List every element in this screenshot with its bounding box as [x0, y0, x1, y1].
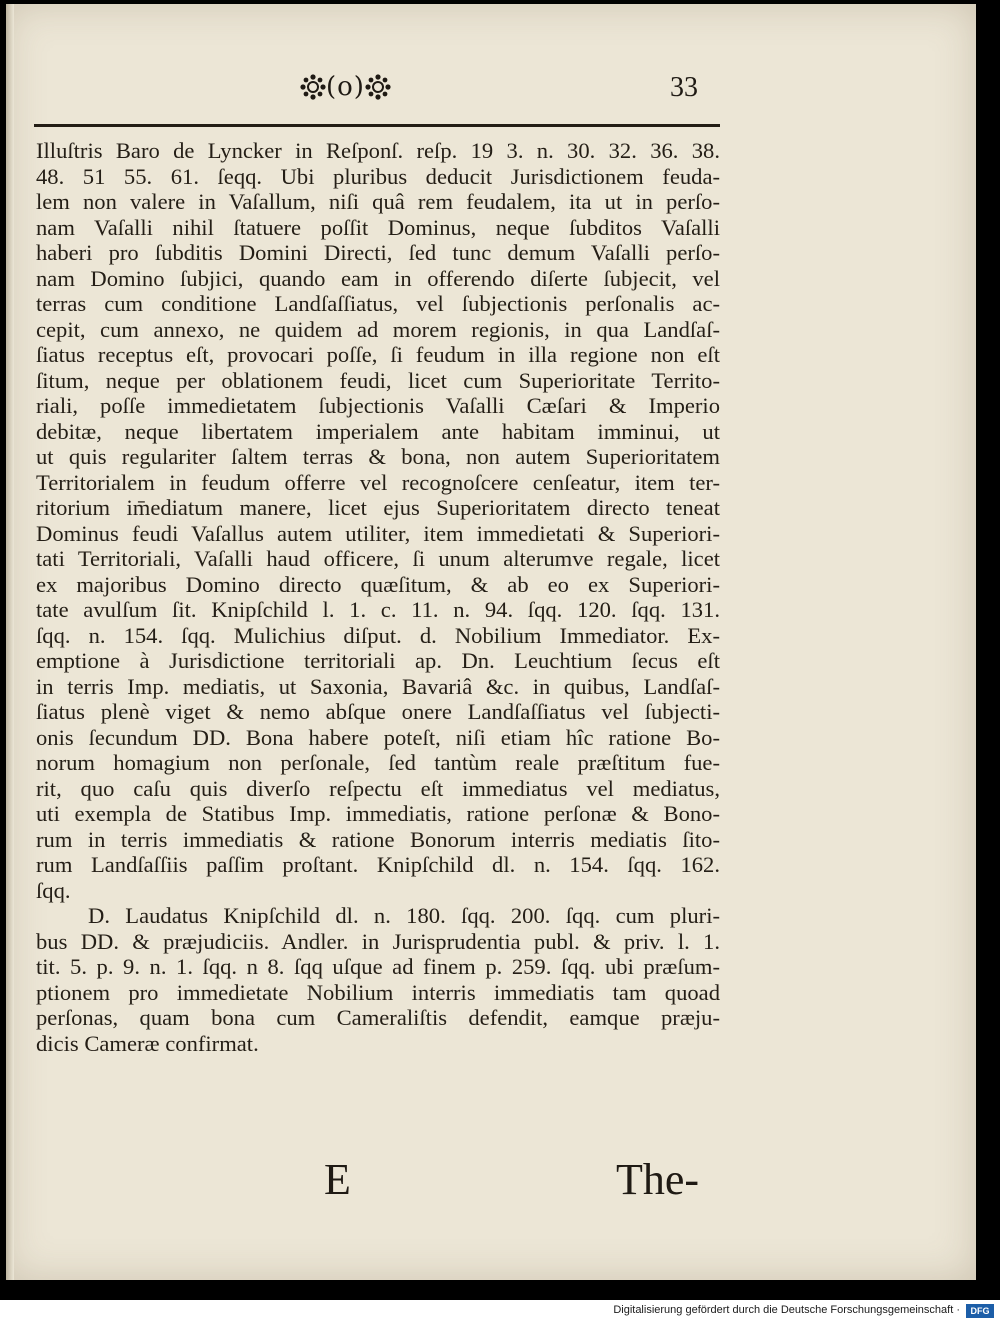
- rosette-right-icon: [365, 74, 391, 100]
- text-line: cepit, cum annexo, ne quidem ad morem regionis, in qua Landſaſ-: [36, 316, 720, 342]
- text-line: ptionem pro immedietate Nobilium interris immediatis tam quoad: [36, 979, 720, 1005]
- text-line: Dominus feudi Vaſallus autem utiliter, item immedietati & Superiori-: [36, 520, 720, 546]
- text-line: ſitum, neque per oblationem feudi, licet cum Superioritate Territo-: [36, 367, 720, 393]
- text-line: lem non valere in Vaſallum, niſi quâ rem feudalem, ita ut in perſo-: [36, 189, 720, 214]
- text-line: norum homagium non perſonale, ſed tantùm reale præſtitum fue-: [36, 750, 720, 775]
- text-line: debitæ, neque libertatem imperialem ante habitam imminui, ut: [36, 418, 720, 444]
- text-line: in terris Imp. mediatis, ut Saxonia, Bavariâ &c. in quibus, Landſaſ-: [36, 673, 720, 699]
- text-line: rum in terris immediatis & ratione Bonorum interris mediatis ſito-: [36, 826, 720, 852]
- catchword: The-: [616, 1155, 700, 1204]
- text-line: emptione à Jurisdictione territoriali ap. Dn. Leuchtium ſecus eſt: [36, 648, 720, 673]
- text-line: ex majoribus Domino directo quæſitum, & ab eo ex Superiori-: [36, 571, 720, 597]
- text-line: rit, quo caſu quis diverſo reſpectu eſt immediatus vel mediatus,: [36, 775, 720, 801]
- body-text: [36, 138, 720, 1056]
- text-line: ritorium im̄ediatum manere, licet ejus Superioritatem directo teneat: [36, 495, 720, 520]
- page-footer: [6, 1154, 976, 1214]
- signature-mark: E: [324, 1155, 351, 1204]
- text-line: nam Vaſalli nihil ſtatuere poſſit Dominus, neque ſubditos Vaſalli: [36, 214, 720, 240]
- text-line: tit. 5. p. 9. n. 1. ſqq. n 8. ſqq uſque ad finem p. 259. ſqq. ubi præſum-: [36, 954, 720, 979]
- text-line: rum Landſaſſiis paſſim proſtant. Knipſchild dl. n. 154. ſqq. 162.: [36, 852, 720, 877]
- text-line: bus DD. & præjudiciis. Andler. in Jurisprudentia publ. & priv. l. 1.: [36, 928, 720, 954]
- text-line: terras cum conditione Landſaſſiatus, vel ſubjectionis perſonalis ac-: [36, 291, 720, 316]
- credit-bar: [0, 1300, 1000, 1322]
- text-line: 48. 51 55. 61. ſeqq. Ubi pluribus deducit Jurisdictionem feuda-: [36, 163, 720, 189]
- funding-credit: Digitalisierung gefördert durch die Deutsche Forschungsgemeinschaft ·: [613, 1304, 960, 1316]
- text-line: tate avulſum ſit. Knipſchild l. 1. c. 11. n. 94. ſqq. 120. ſqq. 131.: [36, 597, 720, 622]
- paragraph-2: [36, 903, 720, 1056]
- text-line: onis ſecundum DD. Bona habere poteſt, niſi etiam hîc ratione Bo-: [36, 724, 720, 750]
- text-line: ut quis regulariter ſaltem terras & bona, non autem Superioritatem: [36, 444, 720, 469]
- paragraph-1: [36, 138, 720, 903]
- book-page: [6, 4, 976, 1280]
- header-rule: [34, 124, 720, 127]
- running-head: [300, 72, 391, 102]
- text-line: ſqq. n. 154. ſqq. Mulichius diſput. d. Nobilium Immediator. Ex-: [36, 622, 720, 648]
- page-gutter-shadow: [6, 4, 14, 1280]
- text-line: uti exempla de Statibus Imp. immediatis, ratione perſonæ & Bono-: [36, 801, 720, 826]
- text-line: ſiatus receptus eſt, provocari poſſe, ſi feudum in illa regione non eſt: [36, 342, 720, 367]
- running-head-text: (o): [326, 72, 365, 102]
- dfg-logo-icon: DFG: [966, 1304, 994, 1318]
- text-line: tati Territoriali, Vaſalli haud officere, ſi unum alterumve regale, licet: [36, 546, 720, 571]
- text-line: ſiatus plenè viget & nemo abſque onere Landſaſſiatus vel ſubjecti-: [36, 699, 720, 724]
- text-line: dicis Cameræ confirmat.: [36, 1030, 259, 1056]
- text-line: D. Laudatus Knipſchild dl. n. 180. ſqq. 200. ſqq. cum pluri-: [88, 903, 720, 928]
- text-line: Illuſtris Baro de Lyncker in Reſponſ. reſp. 19 3. n. 30. 32. 36. 38.: [36, 138, 720, 163]
- text-line: nam Domino ſubjici, quando eam in offerendo diſerte ſubjecit, vel: [36, 265, 720, 291]
- text-line: ſqq.: [36, 877, 71, 903]
- text-line: Territorialem in feudum offerre vel recognoſcere cenſeatur, item ter-: [36, 469, 720, 495]
- text-line: perſonas, quam bona cum Cameraliſtis defendit, eamque præju-: [36, 1005, 720, 1030]
- text-line: riali, poſſe immedietatem ſubjectionis Vaſalli Cæſari & Imperio: [36, 393, 720, 418]
- rosette-left-icon: [300, 74, 326, 100]
- page-number: 33: [670, 72, 698, 103]
- text-line: haberi pro ſubditis Domini Directi, ſed tunc demum Vaſalli perſo-: [36, 240, 720, 265]
- page-header: [6, 72, 976, 112]
